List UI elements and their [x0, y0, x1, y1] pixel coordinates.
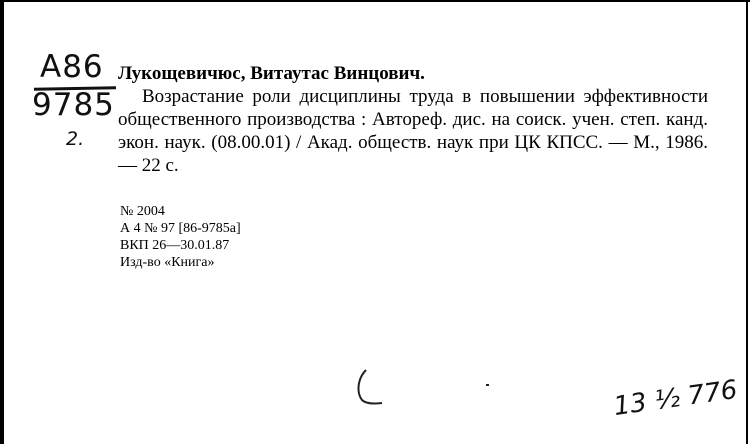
bibliographic-entry — [118, 62, 708, 177]
inventory-number: 13 ½ 776 — [611, 374, 740, 422]
card-border-top — [0, 0, 750, 2]
shelf-mark-top: A86 — [40, 49, 104, 85]
shelf-mark-bottom: 9785 — [32, 87, 115, 123]
pencil-mark — [352, 366, 388, 410]
entry-author: Лукощевичюс, Витаутас Винцович. — [118, 63, 425, 84]
meta-call-number: А 4 № 97 [86-9785а] — [120, 221, 241, 236]
copy-mark: 2. — [66, 128, 85, 150]
card-metadata — [120, 203, 241, 271]
meta-publisher: Изд-во «Книга» — [120, 255, 215, 270]
entry-description: Возрастание роли дисциплины труда в повышении эффективности общественного производства : Автореф. дис. на соиск. учен. степ. канд. экон. наук. (08.00.01) / Акад. обществ. наук при ЦК КПСС. — М., 1986. — 22 с. — [118, 86, 708, 176]
pencil-dot — [486, 384, 489, 386]
meta-registration: ВКП 26—30.01.87 — [120, 238, 230, 253]
meta-number: № 2004 — [120, 204, 165, 219]
card-border-left — [0, 0, 4, 444]
card-border-right — [746, 0, 748, 444]
